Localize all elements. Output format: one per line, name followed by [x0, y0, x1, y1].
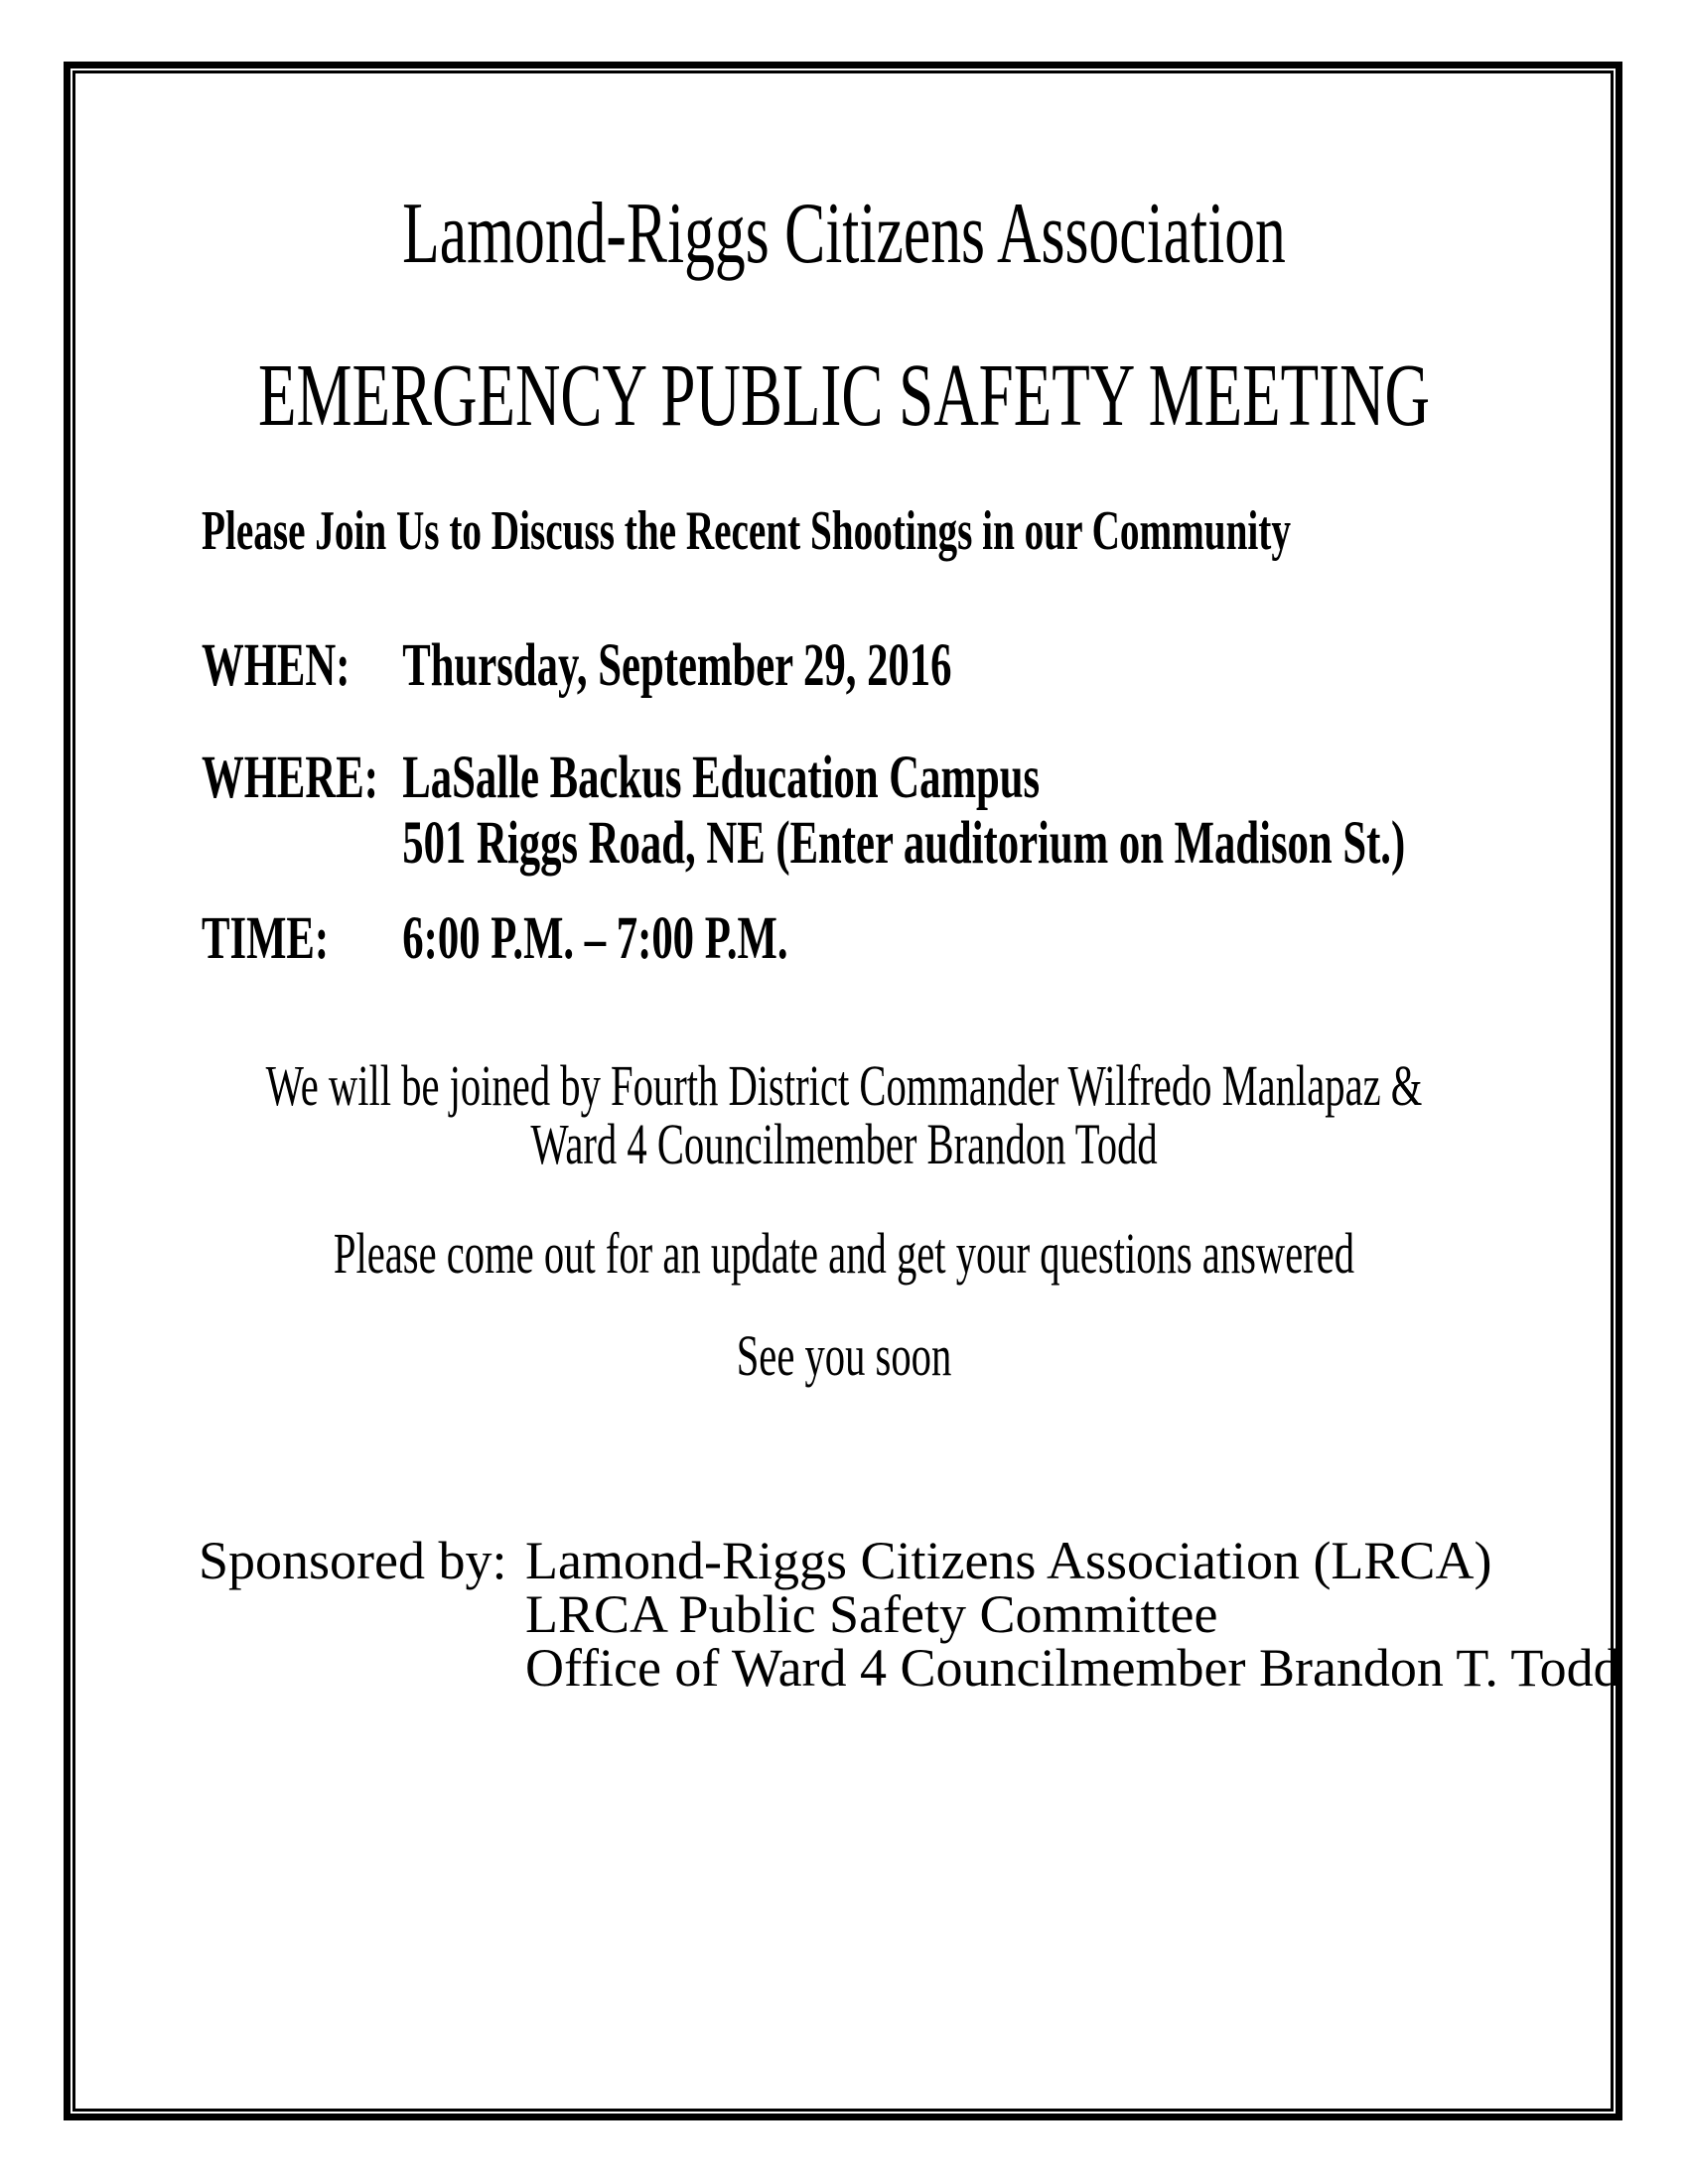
sponsored-block: [199, 1531, 1620, 1698]
time-value: 6:00 P.M. – 7:00 P.M.: [402, 905, 788, 972]
guests-paragraph: [253, 1053, 1435, 1176]
where-row: [202, 746, 1405, 877]
sponsor-line-3: Office of Ward 4 Councilmember Brandon T. Todd: [525, 1638, 1620, 1698]
sponsor-line-1: Lamond-Riggs Citizens Association (LRCA): [525, 1531, 1492, 1590]
where-value-line-2: 501 Riggs Road, NE (Enter auditorium on Madison St.): [402, 810, 1406, 877]
where-label: WHERE:: [202, 745, 378, 811]
when-label: WHEN:: [202, 632, 351, 699]
when-value: Thursday, September 29, 2016: [402, 632, 952, 699]
call-to-action: Please come out for an update and get your questions answered: [333, 1221, 1355, 1286]
headline: EMERGENCY PUBLIC SAFETY MEETING: [257, 346, 1431, 445]
sponsored-label: Sponsored by:: [199, 1531, 507, 1590]
where-value-line-1: LaSalle Backus Education Campus: [402, 745, 1041, 811]
subhead: Please Join Us to Discuss the Recent Shootings in our Community: [202, 500, 1291, 562]
when-row: [202, 633, 951, 699]
org-title: Lamond-Riggs Citizens Association: [402, 186, 1286, 282]
guests-line-1: We will be joined by Fourth District Commander Wilfredo Manlapaz &: [265, 1053, 1423, 1118]
time-row: [202, 906, 788, 972]
time-label: TIME:: [202, 905, 330, 972]
guests-line-2: Ward 4 Councilmember Brandon Todd: [530, 1112, 1158, 1176]
sponsor-line-2: LRCA Public Safety Committee: [525, 1584, 1218, 1644]
closing-line: See you soon: [736, 1323, 952, 1388]
